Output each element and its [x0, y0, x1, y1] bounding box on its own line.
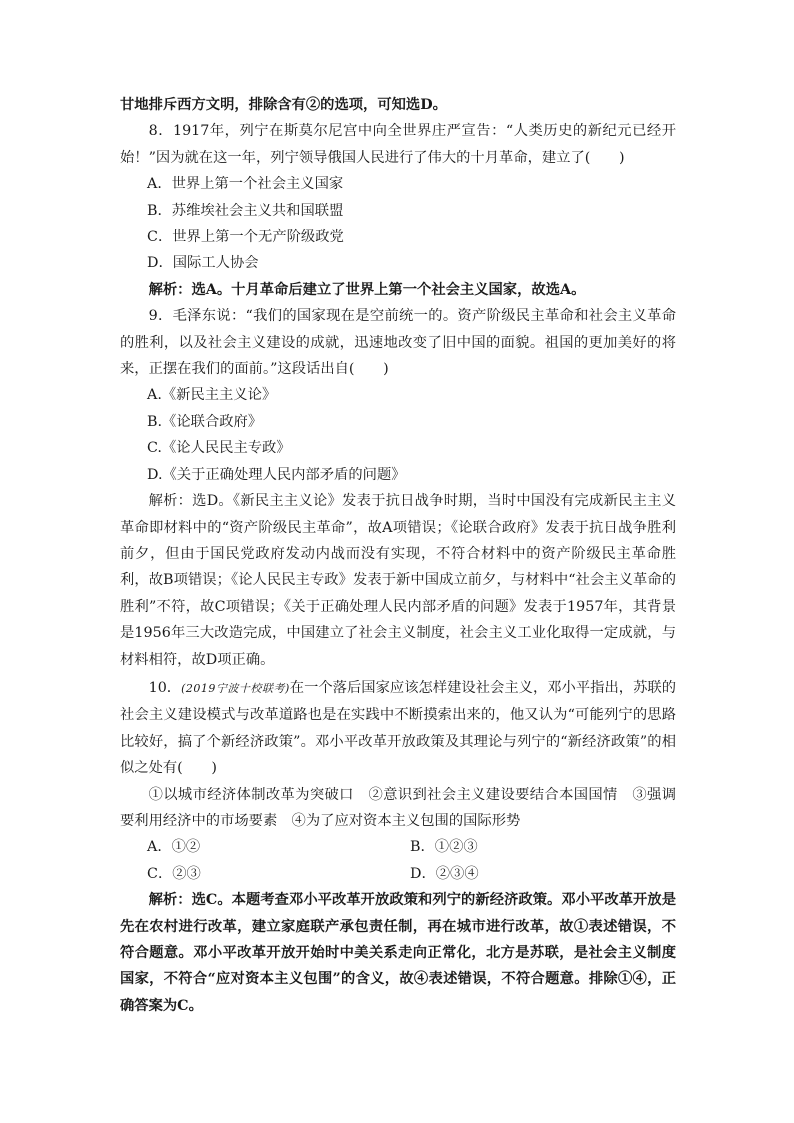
question-10-options-row-2 — [120, 861, 676, 887]
question-10-stem-text: 在一个落后国家应该怎样建设社会主义，邓小平指出，苏联的社会主义建设模式与改革道路也是在实践中不断摸索出来的，他又认为“可能列宁的思路比较好，搞了个新经济政策”。邓小平改革开放政策及其理论与列宁的“新经济政策”的相似之处有( ) — [120, 679, 676, 777]
question-10-options-row-1 — [120, 834, 676, 860]
question-10 — [120, 675, 676, 1019]
question-8 — [120, 118, 676, 303]
question-10-analysis: 解析：选C。本题考查邓小平改革开放政策和列宁的新经济政策。邓小平改革开放是先在农村进行改革，建立家庭联产承包责任制，再在城市进行改革，故①表述错误，不符合题意。邓小平改革开放开始时中美关系走向正常化，北方是苏联，是社会主义制度国家，不符合“应对资本主义包围”的含义，故④表述错误，不符合题意。排除①④，正确答案为C。 — [120, 892, 676, 1014]
question-10-option-c: C．②③ — [147, 865, 201, 882]
question-10-option-a: A．①② — [147, 839, 201, 856]
question-8-option-d: D．国际工人协会 — [147, 255, 259, 272]
question-9-analysis: 解析：选D。《新民主主义论》发表于抗日战争时期，当时中国没有完成新民主主义革命即材料中的“资产阶级民主革命”，故A项错误；《论联合政府》发表于抗日战争胜利前夕，但由于国民党政府发动内战而没有实现，不符合材料中的资产阶级民主革命胜利，故B项错误；《论人民民主专政》发表于新中国成立前夕，与材料中“社会主义革命的胜利”不符，故C项错误；《关于正确处理人民内部矛盾的问题》发表于1957年，其背景是1956年三大改造完成，中国建立了社会主义制度，社会主义工业化取得一定成就，与材料相符，故D项正确。 — [120, 493, 676, 668]
question-9-option-d: D.《关于正确处理人民内部矛盾的问题》 — [147, 466, 406, 483]
question-8-option-c: C．世界上第一个无产阶级政党 — [147, 229, 344, 246]
question-8-analysis: 解析：选A。十月革命后建立了世界上第一个社会主义国家，故选A。 — [148, 281, 586, 298]
question-10-number: 10． — [148, 679, 182, 696]
question-9-stem: 9．毛泽东说：“我们的国家现在是空前统一的。资产阶级民主革命和社会主义革命的胜利，以及社会主义建设的成就，迅速地改变了旧中国的面貌。祖国的更加美好的将来，正摆在我们的面前。”这段话出自( ) — [120, 308, 676, 378]
question-9-option-b: B.《论联合政府》 — [147, 413, 263, 430]
question-10-stem — [120, 675, 676, 782]
question-10-option-b: B．①②③ — [410, 839, 478, 856]
question-9-option-a: A.《新民主主义论》 — [147, 387, 277, 404]
question-9-option-c: C.《论人民民主专政》 — [147, 440, 291, 457]
page-content — [120, 92, 676, 1019]
question-8-option-b: B．苏维埃社会主义共和国联盟 — [147, 202, 344, 219]
question-10-statements: ①以城市经济体制改革为突破口 ②意识到社会主义建设要结合本国国情 ③强调要利用经济中的市场要素 ④为了应对资本主义包围的国际形势 — [120, 786, 676, 829]
question-8-stem: 8．1917年，列宁在斯莫尔尼宫中向全世界庄严宣告：“人类历史的新纪元已经开始！”因为就在这一年，列宁领导俄国人民进行了伟大的十月革命，建立了( ) — [120, 123, 676, 166]
question-9 — [120, 303, 676, 673]
question-10-option-d: D．②③④ — [410, 865, 479, 882]
question-10-source: (2019宁波十校联考) — [181, 681, 290, 695]
previous-analysis-tail: 甘地排斥西方文明，排除含有②的选项，可知选D。 — [120, 97, 447, 113]
question-8-option-a: A．世界上第一个社会主义国家 — [147, 176, 344, 193]
